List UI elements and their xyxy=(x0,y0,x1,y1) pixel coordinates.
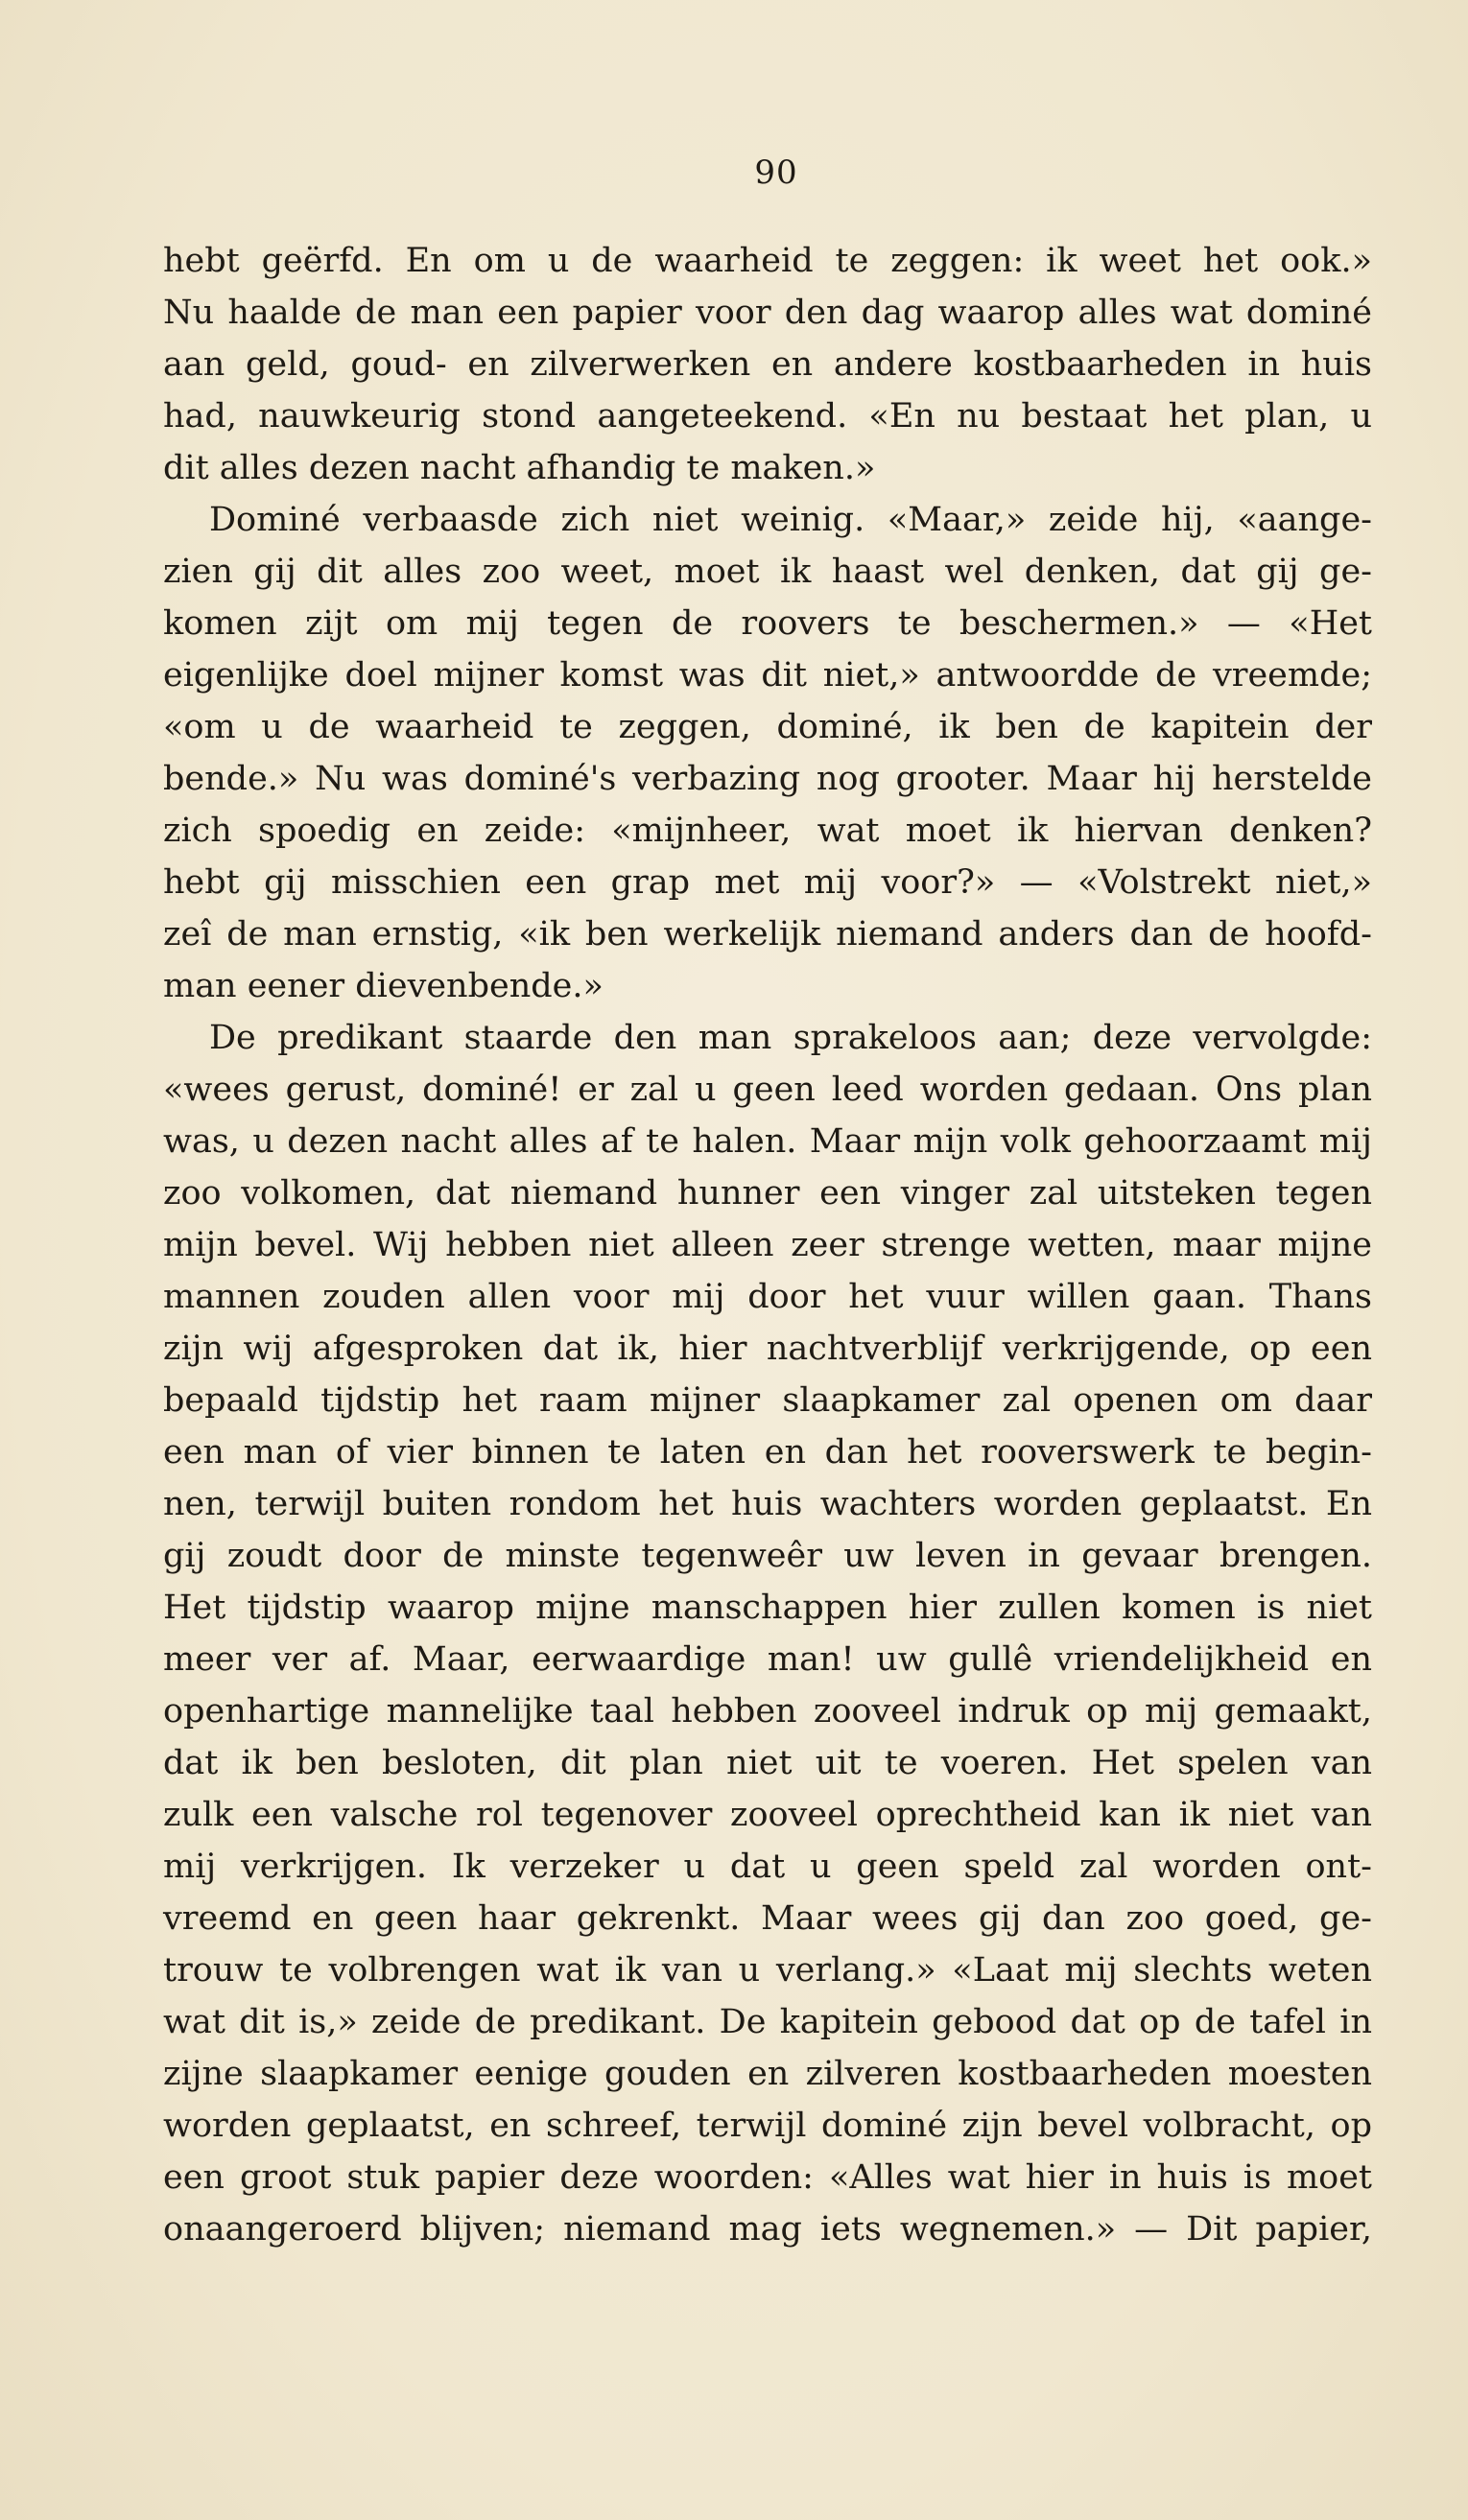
text-line: zijne slaapkamer eenige gouden en zilveren kostbaarheden moesten xyxy=(163,2055,1372,2093)
text-line: nen, terwijl buiten rondom het huis wachters worden geplaatst. En xyxy=(163,1485,1372,1523)
text-line: was, u dezen nacht alles af te halen. Maar mijn volk gehoorzaamt mij xyxy=(163,1122,1372,1161)
text-line: komen zijt om mij tegen de roovers te beschermen.» — «Het xyxy=(163,604,1372,643)
text-line: man eener dievenbende.» xyxy=(163,967,604,1005)
text-line: dat ik ben besloten, dit plan niet uit te voeren. Het spelen van xyxy=(163,1744,1372,1782)
text-line: hebt geërfd. En om u de waarheid te zeggen: ik weet het ook.» xyxy=(163,242,1372,280)
paragraph-start-line: De predikant staarde den man sprakeloos aan; deze vervolgde: xyxy=(209,1019,1372,1057)
text-line: Het tijdstip waarop mijne manschappen hier zullen komen is niet xyxy=(163,1589,1372,1627)
text-line: mannen zouden allen voor mij door het vuur willen gaan. Thans xyxy=(163,1278,1372,1316)
text-line: onaangeroerd blijven; niemand mag iets wegnemen.» — Dit papier, xyxy=(163,2210,1372,2249)
text-line: mij verkrijgen. Ik verzeker u dat u geen speld zal worden ont- xyxy=(163,1848,1372,1886)
text-line: bende.» Nu was dominé's verbazing nog grooter. Maar hij herstelde xyxy=(163,760,1372,798)
text-line: meer ver af. Maar, eerwaardige man! uw gullê vriendelijkheid en xyxy=(163,1640,1372,1679)
text-line: zeî de man ernstig, «ik ben werkelijk niemand anders dan de hoofd- xyxy=(163,915,1372,954)
text-line: vreemd en geen haar gekrenkt. Maar wees gij dan zoo goed, ge- xyxy=(163,1899,1372,1938)
text-line: «wees gerust, dominé! er zal u geen leed worden gedaan. Ons plan xyxy=(163,1071,1372,1109)
text-line: zich spoedig en zeide: «mijnheer, wat moet ik hiervan denken? xyxy=(163,812,1372,850)
text-line: bepaald tijdstip het raam mijner slaapkamer zal openen om daar xyxy=(163,1381,1372,1420)
text-line: zoo volkomen, dat niemand hunner een vinger zal uitsteken tegen xyxy=(163,1174,1372,1213)
text-line: Nu haalde de man een papier voor den dag waarop alles wat dominé xyxy=(163,294,1372,332)
text-line: gij zoudt door de minste tegenweêr uw leven in gevaar brengen. xyxy=(163,1537,1372,1575)
text-line: trouw te volbrengen wat ik van u verlang.» «Laat mij slechts weten xyxy=(163,1951,1372,1990)
body-text xyxy=(163,235,1372,2255)
text-line: dit alles dezen nacht afhandig te maken.» xyxy=(163,449,876,487)
text-line: zijn wij afgesproken dat ik, hier nachtverblijf verkrijgende, op een xyxy=(163,1330,1372,1368)
text-line: hebt gij misschien een grap met mij voor?» — «Volstrekt niet,» xyxy=(163,863,1372,902)
text-line: zien gij dit alles zoo weet, moet ik haast wel denken, dat gij ge- xyxy=(163,553,1372,591)
text-line: had, nauwkeurig stond aangeteekend. «En nu bestaat het plan, u xyxy=(163,397,1372,436)
page-number: 90 xyxy=(754,153,798,192)
text-line: eigenlijke doel mijner komst was dit niet,» antwoordde de vreemde; xyxy=(163,656,1372,695)
text-line: «om u de waarheid te zeggen, dominé, ik ben de kapitein der xyxy=(163,708,1372,746)
text-line: een groot stuk papier deze woorden: «Alles wat hier in huis is moet xyxy=(163,2158,1372,2197)
paragraph-start-line: Dominé verbaasde zich niet weinig. «Maar,» zeide hij, «aange- xyxy=(209,501,1372,539)
text-line: wat dit is,» zeide de predikant. De kapitein gebood dat op de tafel in xyxy=(163,2003,1372,2041)
text-line: aan geld, goud- en zilverwerken en andere kostbaarheden in huis xyxy=(163,345,1372,384)
text-line: zulk een valsche rol tegenover zooveel oprechtheid kan ik niet van xyxy=(163,1796,1372,1834)
text-line: een man of vier binnen te laten en dan het rooverswerk te begin- xyxy=(163,1433,1372,1472)
text-line: openhartige mannelijke taal hebben zooveel indruk op mij gemaakt, xyxy=(163,1692,1372,1731)
text-line: mijn bevel. Wij hebben niet alleen zeer strenge wetten, maar mijne xyxy=(163,1226,1372,1264)
text-line: worden geplaatst, en schreef, terwijl dominé zijn bevel volbracht, op xyxy=(163,2107,1372,2145)
